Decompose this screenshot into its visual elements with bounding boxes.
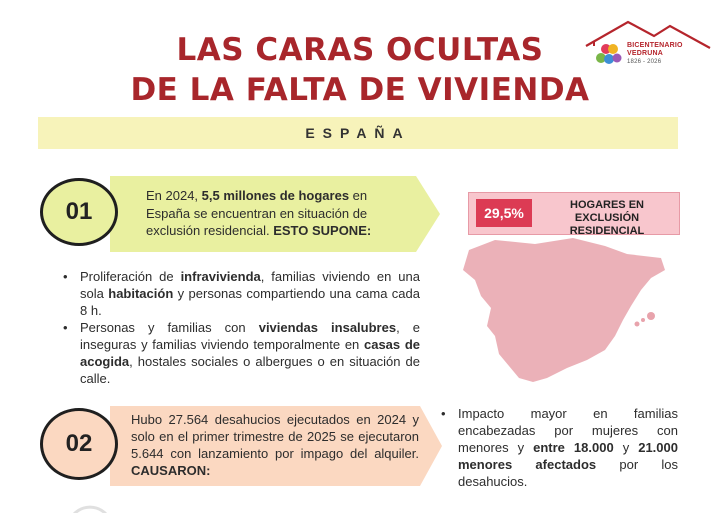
bullet-2-a: Personas y familias con bbox=[80, 320, 259, 335]
bullet-3-b: entre 18.000 bbox=[533, 440, 614, 455]
section-1-text-a: En 2024, bbox=[146, 188, 202, 203]
list-item bbox=[60, 268, 420, 319]
bullet-3-a: Impacto mayor en familias encabezadas por mujeres con menores y bbox=[458, 406, 678, 455]
list-item bbox=[60, 319, 420, 387]
section-1-text bbox=[146, 187, 406, 240]
bullet-2-c: , e inseguras y familias viviendo temporalmente en bbox=[80, 320, 420, 352]
next-section-circle-icon bbox=[60, 500, 120, 513]
bullet-2-e: , hostales sociales o albergues o en situación de calle. bbox=[80, 354, 420, 386]
stat-label: HOGARES EN EXCLUSIÓN RESIDENCIAL bbox=[569, 199, 645, 237]
stat-value: 29,5% bbox=[476, 199, 532, 227]
bullet-1-c: , familias viviendo en una sola bbox=[80, 269, 420, 301]
bullet-2-d: casas de acogida bbox=[80, 337, 421, 369]
section-2-text-a: Hubo 27.564 desahucios ejecutados en 2024 y solo en el primer trimestre de 2025 se ejecutaron 5.644 con lanzamiento por impago del alquiler. bbox=[131, 412, 419, 461]
bullet-1-b: infravivienda bbox=[180, 269, 261, 284]
bullet-3-e: por los desahucios. bbox=[458, 457, 678, 489]
country-bar: ESPAÑA bbox=[38, 117, 678, 149]
section-1-text-b: 5,5 millones de hogares bbox=[201, 188, 350, 203]
bullet-1-a: Proliferación de bbox=[80, 269, 181, 284]
logo-years: 1826 - 2026 bbox=[627, 59, 662, 65]
section-2-number: 02 bbox=[40, 408, 118, 480]
bullet-1-e: y personas compartiendo una cama cada 8 h. bbox=[80, 286, 420, 318]
title-line-1: LAS CARAS OCULTAS bbox=[176, 32, 544, 68]
logo-line-2: VEDRUNA bbox=[627, 50, 664, 57]
bullet-1-d: habitación bbox=[108, 286, 174, 301]
bullet-3-d: 21.000 menores afectados bbox=[458, 440, 678, 472]
section-1-text-d: ESTO SUPONE: bbox=[273, 223, 372, 238]
section-1-number: 01 bbox=[40, 178, 118, 246]
section-2-text-b: CAUSARON: bbox=[131, 463, 211, 478]
bullet-3-c: y bbox=[613, 440, 639, 455]
bullet-2-b: viviendas insalubres bbox=[258, 320, 397, 335]
logo-text bbox=[627, 42, 683, 66]
section-2-text bbox=[131, 411, 419, 479]
section-1-text-c: en España se encuentran en situación de exclusión residencial. bbox=[146, 188, 368, 238]
section-1-bullets bbox=[60, 268, 420, 387]
section-2-bullets bbox=[438, 405, 678, 490]
title-line-2: DE LA FALTA DE VIVIENDA bbox=[130, 72, 590, 108]
list-item bbox=[438, 405, 678, 490]
page-title bbox=[100, 30, 620, 110]
spain-map-icon bbox=[455, 232, 670, 390]
logo-line-1: BICENTENARIO bbox=[627, 42, 683, 49]
